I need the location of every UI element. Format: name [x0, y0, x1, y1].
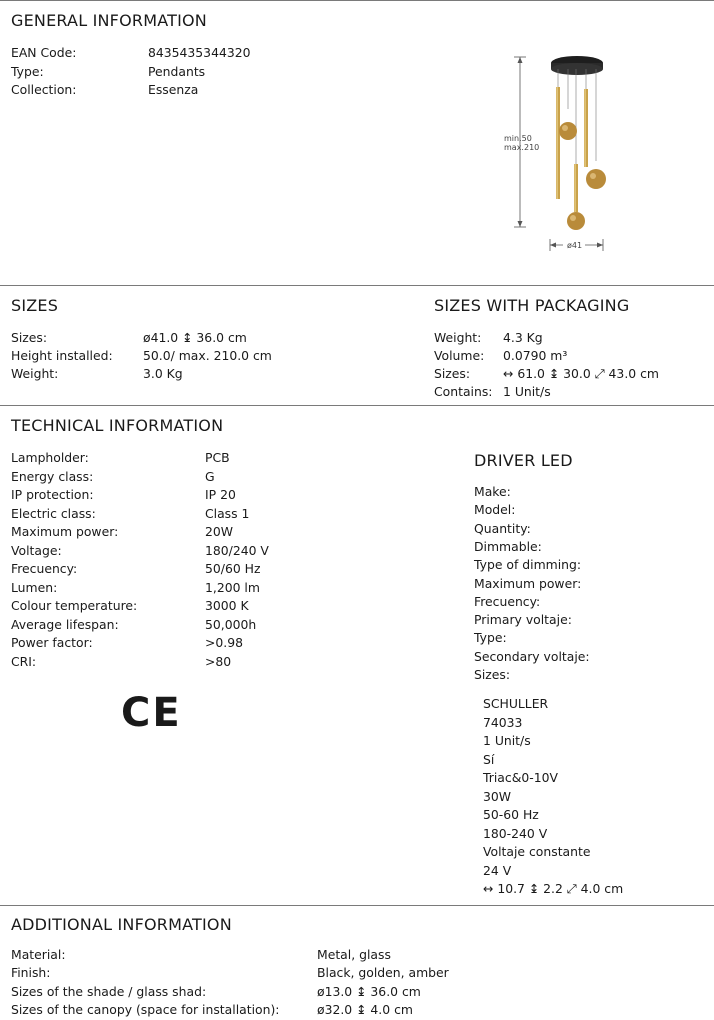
info-value: Class 1 [205, 505, 250, 521]
packaging-title: SIZES WITH PACKAGING [434, 296, 630, 315]
driver-value: 50-60 Hz [483, 807, 539, 822]
driver-label: Sizes: [474, 667, 511, 682]
info-value: ø41.0 ↨ 36.0 cm [143, 330, 247, 345]
info-label: Electric class: [11, 505, 96, 521]
driver-label: Dimmable: [474, 538, 542, 554]
driver-value: 30W [483, 788, 512, 804]
technical-information-section [0, 405, 714, 905]
info-value: 8435435344320 [148, 45, 251, 60]
general-information-section [0, 0, 714, 285]
driver-value: 180-240 V [483, 825, 548, 841]
info-value: 20W [205, 524, 234, 539]
info-value: 4.3 Kg [503, 330, 543, 345]
driver-label: Model: [474, 502, 516, 518]
info-label: Maximum power: [11, 524, 119, 539]
info-value: >0.98 [205, 635, 243, 650]
info-value: 50,000h [205, 616, 257, 632]
amber-glass-sphere [559, 122, 577, 140]
amber-glass-sphere [586, 169, 606, 189]
info-value: PCB [205, 450, 230, 465]
info-label: Type: [11, 64, 44, 79]
height-max-text: max.210 [504, 143, 540, 152]
amber-glass-sphere [567, 212, 585, 230]
info-label: Voltage: [11, 542, 62, 558]
info-label: Contains: [434, 384, 493, 399]
driver-label: Make: [474, 484, 511, 499]
info-label: Finish: [11, 965, 51, 980]
info-label: Material: [11, 947, 66, 962]
info-value: 180/240 V [205, 542, 269, 558]
driver-value: 74033 [483, 714, 523, 730]
info-label: Average lifespan: [11, 616, 119, 632]
sizes-title: SIZES [11, 296, 59, 315]
info-value: 1,200 lm [205, 579, 260, 595]
additional-information-section [0, 905, 714, 1020]
info-label: Weight: [11, 366, 59, 381]
driver-label: Quantity: [474, 520, 531, 536]
driver-label: Primary voltaje: [474, 612, 572, 628]
info-label: Lumen: [11, 579, 58, 595]
technical-information-title: TECHNICAL INFORMATION [11, 416, 224, 435]
info-value: 50/60 Hz [205, 561, 261, 576]
info-label: CRI: [11, 653, 37, 669]
info-value: Pendants [148, 64, 206, 79]
driver-value: SCHULLER [483, 696, 549, 711]
info-label: Energy class: [11, 468, 94, 484]
driver-value: Voltaje constante [483, 844, 591, 859]
ce-mark: CE [121, 690, 182, 736]
info-value: G [205, 468, 215, 484]
general-information-title: GENERAL INFORMATION [11, 11, 207, 30]
info-value: >80 [205, 653, 232, 669]
info-label: Frecuency: [11, 561, 78, 576]
driver-value: 1 Unit/s [483, 733, 531, 748]
info-value: ø13.0 ↨ 36.0 cm [317, 984, 421, 999]
driver-led-title: DRIVER LED [474, 451, 573, 470]
info-value: 3.0 Kg [143, 366, 183, 381]
sizes-section [0, 285, 714, 405]
driver-value: Sí [483, 751, 495, 767]
diameter-text: ø41 [567, 241, 583, 250]
height-min-text: min.50 [504, 134, 532, 143]
info-label: Sizes of the canopy (space for installation): [11, 1002, 280, 1017]
info-value: Black, golden, amber [317, 965, 449, 980]
driver-value: 24 V [483, 862, 512, 878]
driver-label: Type of dimming: [474, 557, 582, 573]
driver-value: ↔ 10.7 ↨ 2.2 ⤢ 4.0 cm [483, 881, 624, 896]
info-label: Sizes of the shade / glass shad: [11, 984, 207, 999]
info-label: Weight: [434, 330, 482, 345]
info-value: 1 Unit/s [503, 384, 551, 399]
info-label: EAN Code: [11, 45, 77, 60]
info-label: Height installed: [11, 348, 113, 363]
info-value: 50.0/ max. 210.0 cm [143, 348, 272, 363]
driver-label: Maximum power: [474, 575, 582, 591]
info-value: ø32.0 ↨ 4.0 cm [317, 1002, 413, 1017]
info-value: Metal, glass [317, 947, 391, 962]
info-label: Colour temperature: [11, 598, 138, 613]
info-value: ↔ 61.0 ↨ 30.0 ⤢ 43.0 cm [503, 366, 659, 381]
info-label: Power factor: [11, 635, 93, 650]
product-drawing [490, 49, 620, 259]
info-label: Collection: [11, 82, 77, 97]
driver-label: Frecuency: [474, 593, 541, 609]
additional-information-title: ADDITIONAL INFORMATION [11, 915, 232, 934]
info-label: IP protection: [11, 487, 94, 502]
info-label: Sizes: [11, 330, 48, 345]
info-label: Volume: [434, 348, 485, 363]
driver-value: Triac&0-10V [483, 770, 558, 785]
info-label: Sizes: [434, 366, 471, 381]
info-value: 0.0790 m³ [503, 348, 568, 363]
info-value: Essenza [148, 82, 199, 97]
info-value: 3000 K [205, 598, 249, 613]
info-label: Lampholder: [11, 450, 89, 465]
info-value: IP 20 [205, 487, 236, 502]
driver-label: Type: [474, 630, 507, 646]
driver-label: Secondary voltaje: [474, 648, 590, 664]
